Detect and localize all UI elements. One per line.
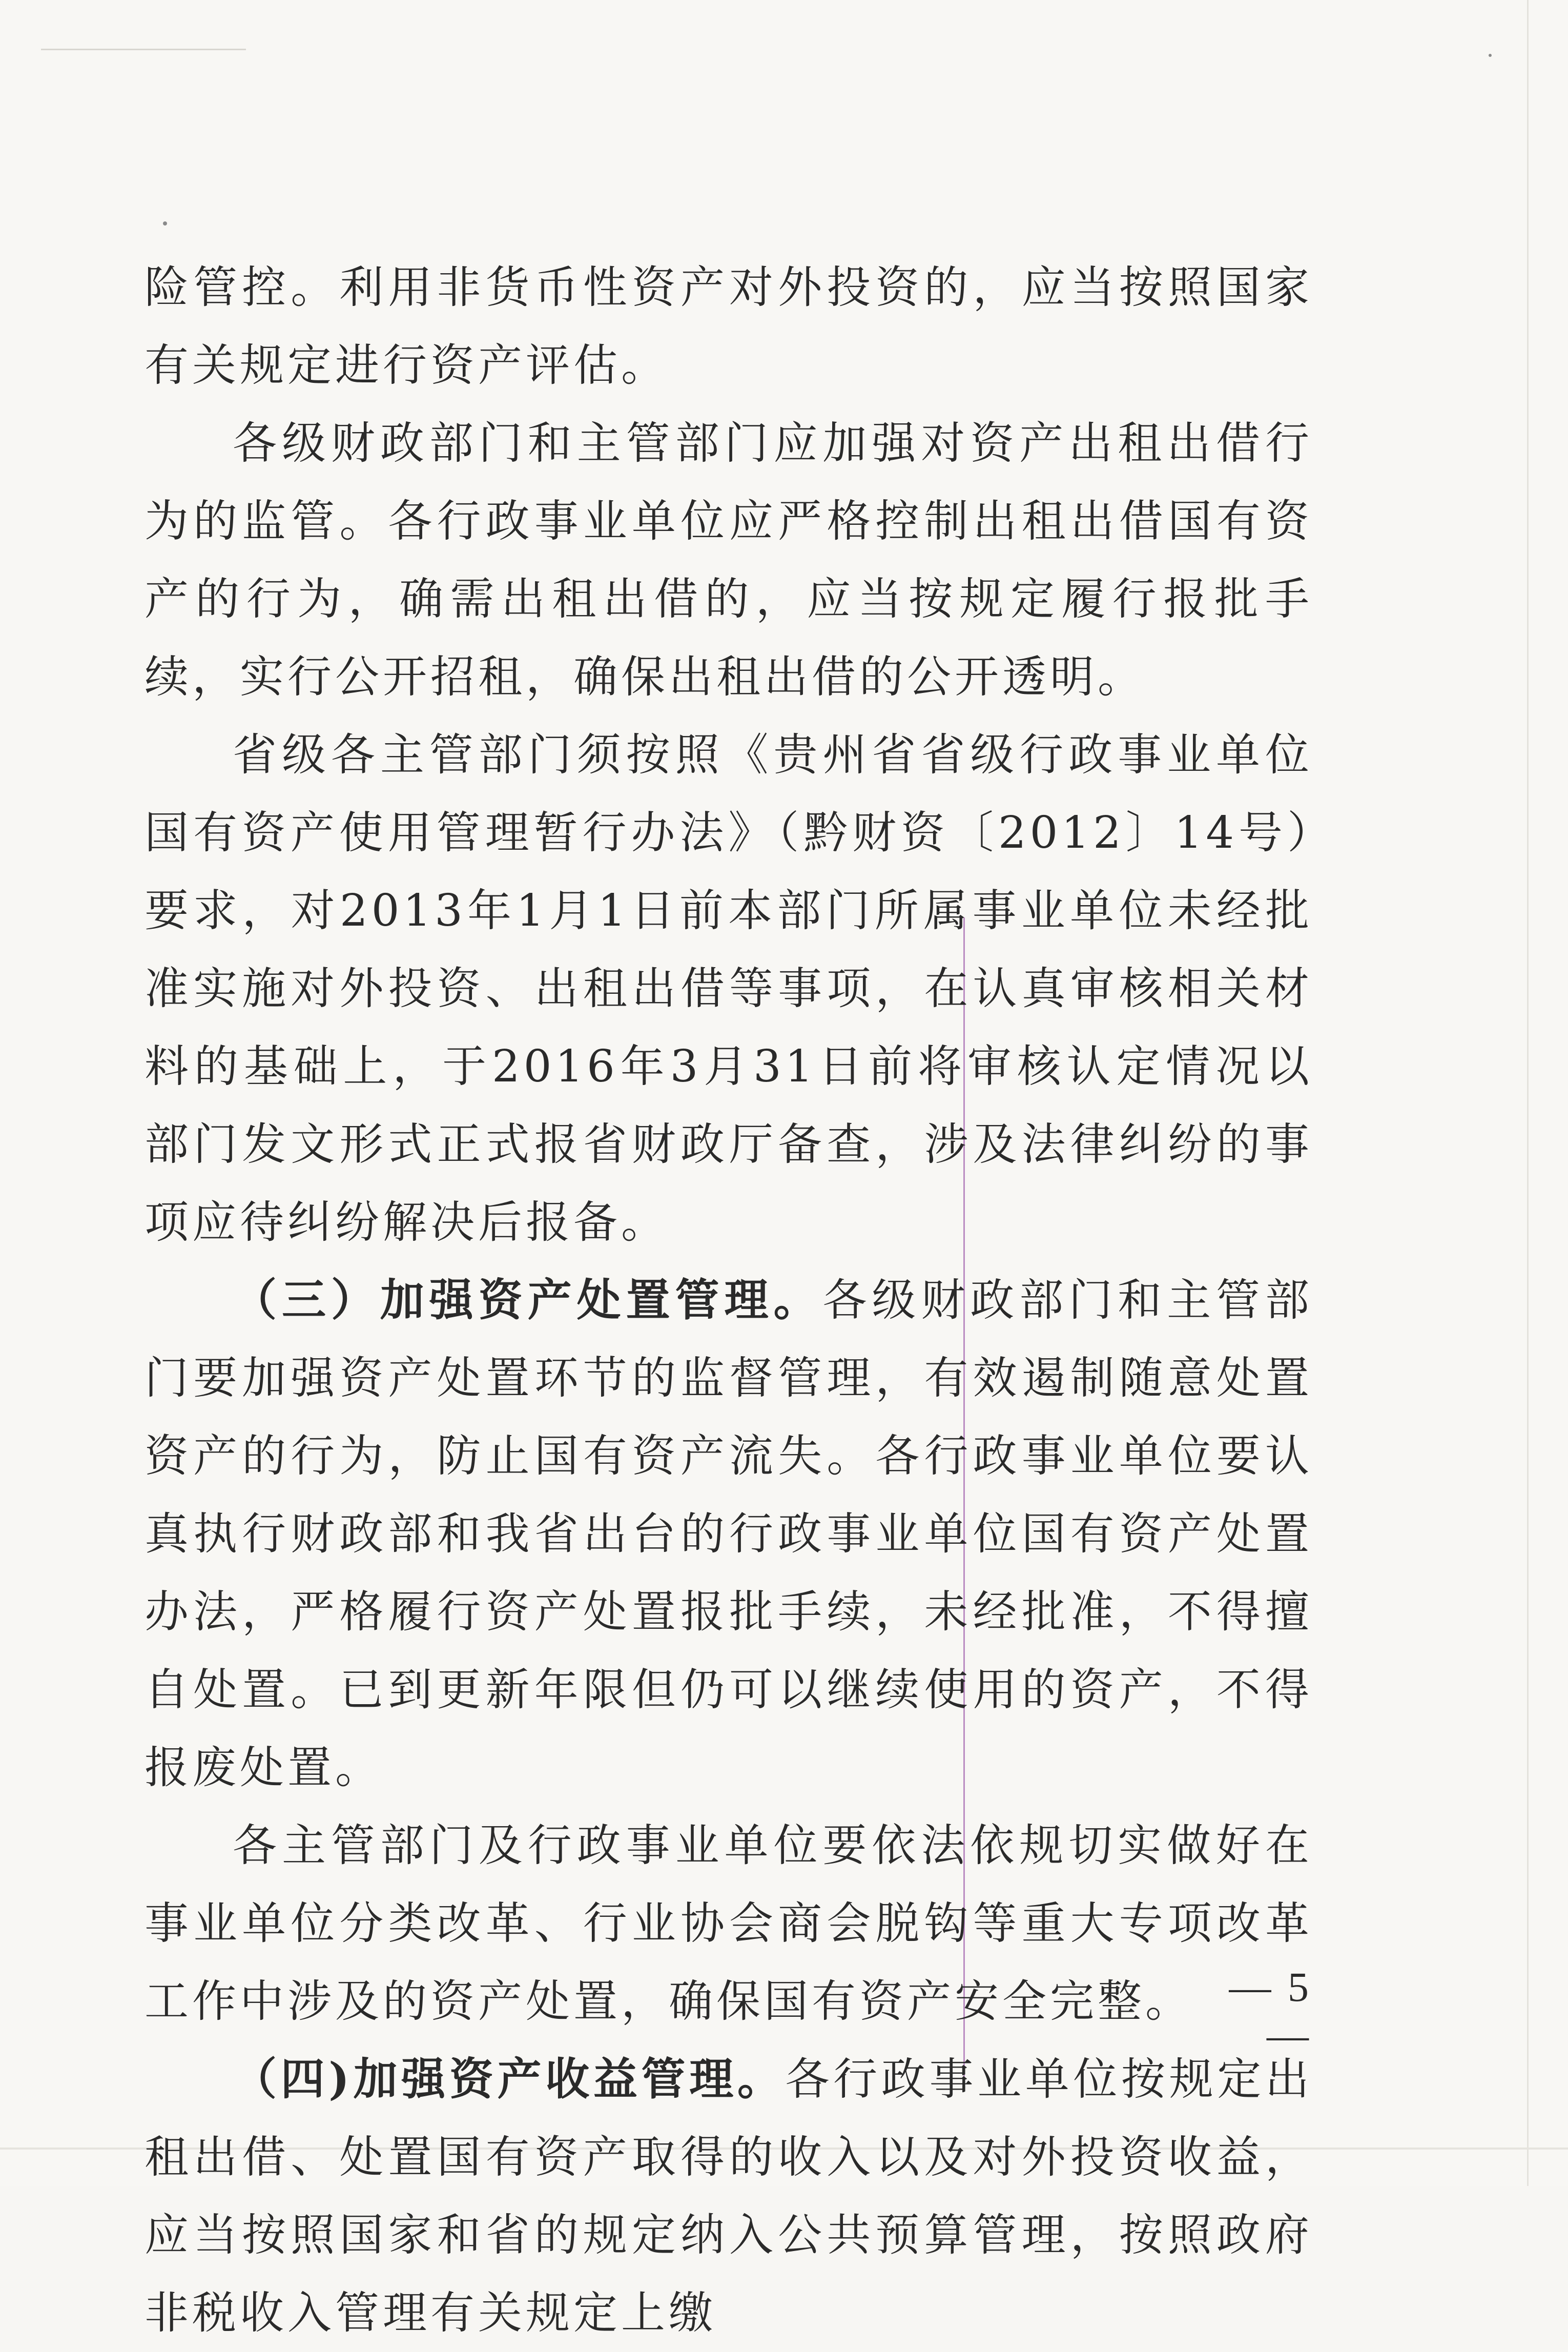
- paragraph-text: 各级财政部门和主管部门要加强资产处置环节的监督管理，有效遏制随意处置资产的行为，防止国有资产流失。各行政事业单位要认真执行财政部和我省出台的行政事业单位国有资产处置办法，严格履行资产处置报批手续，未经批准，不得擅自处置。已到更新年限但仍可以继续使用的资产，不得报废处置。: [145, 1275, 1313, 1793]
- paragraph-text: 各行政事业单位按规定出租出借、处置国有资产取得的收入以及对外投资收益，应当按照国家和省的规定纳入公共预算管理，按照政府非税收入管理有关规定上缴: [145, 2054, 1313, 2339]
- paragraph-text: 各主管部门及行政事业单位要依法依规切实做好在事业单位分类改革、行业协会商会脱钩等重大专项改革工作中涉及的资产处置，确保国有资产安全完整。: [145, 1820, 1313, 2027]
- body-text: [145, 249, 1313, 2352]
- paragraph: [145, 716, 1313, 1261]
- paragraph-text: 各级财政部门和主管部门应加强对资产出租出借行为的监管。各行政事业单位应严格控制出租出借国有资产的行为，确需出租出借的，应当按规定履行报批手续，实行公开招租，确保出租出借的公开透明。: [145, 418, 1313, 703]
- paragraph: [145, 2040, 1313, 2352]
- paragraph: [145, 1807, 1313, 2040]
- page-number: — 5 —: [1229, 1964, 1312, 2058]
- scan-speck: [163, 221, 167, 226]
- scan-edge-right: [1527, 0, 1529, 2186]
- paragraph-text: 省级各主管部门须按照《贵州省省级行政事业单位国有资产使用管理暂行办法》（黔财资〔2012〕14号）要求，对2013年1月1日前本部门所属事业单位未经批准实施对外投资、出租出借等事项，在认真审核相关材料的基础上，于2016年3月31日前将审核认定情况以部门发文形式正式报省财政厅备查，涉及法律纠纷的事项应待纠纷解决后报备。: [145, 729, 1313, 1248]
- scan-edge-top: [41, 49, 246, 50]
- scan-speck: [1489, 54, 1492, 57]
- paragraph: [145, 1261, 1313, 1807]
- section-heading: （四)加强资产收益管理。: [233, 2053, 786, 2105]
- section-heading: （三）加强资产处置管理。: [233, 1274, 823, 1326]
- paragraph-text: 险管控。利用非货币性资产对外投资的，应当按照国家有关规定进行资产评估。: [145, 262, 1313, 391]
- paragraph: [145, 404, 1313, 716]
- paragraph: [145, 249, 1313, 404]
